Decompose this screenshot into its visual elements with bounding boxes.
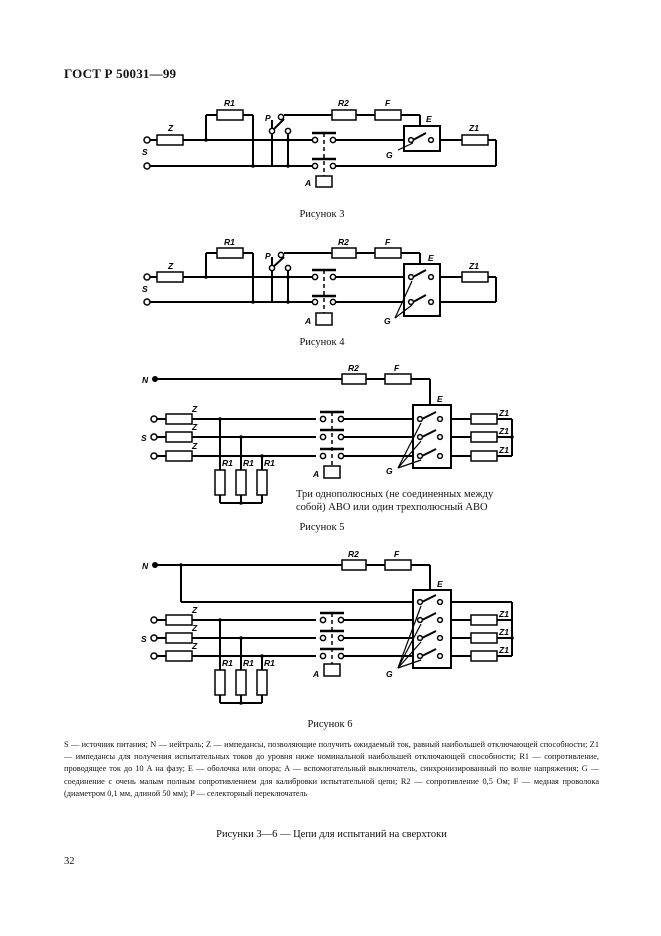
- fig3-label-s: S: [142, 147, 148, 157]
- fig3-label-z: Z: [168, 123, 174, 133]
- fig5-label-z-3: Z: [192, 441, 198, 451]
- fig4-label-f: F: [385, 237, 391, 247]
- fig5-label-n: N: [142, 375, 149, 385]
- fig4-label-p: P: [265, 251, 271, 261]
- fig3-label-p: P: [265, 113, 271, 123]
- fig4-label-r2: R2: [338, 237, 349, 247]
- figure-4-caption: Рисунок 4: [299, 337, 345, 348]
- page-number: 32: [64, 856, 75, 867]
- fig6-label-f: F: [394, 549, 400, 559]
- fig5-label-z-2: Z: [192, 422, 198, 432]
- fig6-label-z-3: Z: [192, 641, 198, 651]
- fig4-label-z: Z: [168, 261, 174, 271]
- figure-4-diagram: [0, 235, 661, 335]
- standard-header: ГОСТ Р 50031—99: [64, 66, 177, 81]
- fig5-label-r2: R2: [348, 363, 359, 373]
- fig6-label-z-2: Z: [192, 623, 198, 633]
- fig5-label-a: A: [313, 469, 320, 479]
- fig4-label-g: G: [384, 316, 391, 326]
- fig6-label-r1-1: R1: [222, 658, 233, 668]
- fig5-label-r1-3: R1: [264, 458, 275, 468]
- fig6-label-z-1: Z: [192, 605, 198, 615]
- fig5-label-g: G: [386, 466, 393, 476]
- fig5-label-z1-2: Z1: [499, 426, 509, 436]
- fig6-label-n: N: [142, 561, 149, 571]
- fig3-label-g: G: [386, 150, 393, 160]
- figure-5-diagram: [0, 365, 661, 495]
- fig6-label-s: S: [141, 634, 147, 644]
- fig6-label-g: G: [386, 669, 393, 679]
- legend-text: S — источник питания; N — нейтраль; Z — импедансы, позволяющие получить ожидаемый ток, равный наибольшей отключающей способности; Z1 — импедансы для получения испытательных токов до уровня ниже номинальной наибольшей отключающей способности; R1 — сопротивление, проводящее ток до 10 А на фазу; E — оболочка или опора; A — вспомогательный выключатель, синхронизированный по волне напряжения; G — соединение с очень малым полным сопротивлением для калибровки испытательной цепи; R2 — сопротивление 0,5 Ом; F — медная проволока (диаметром 0,1 мм, длиной 50 мм); P — селекторный переключатель: [64, 740, 599, 798]
- fig4-label-a: A: [305, 316, 312, 326]
- fig3-label-z1: Z1: [469, 123, 479, 133]
- fig5-label-z1-1: Z1: [499, 408, 509, 418]
- fig6-label-z1-2: Z1: [499, 627, 509, 637]
- figure-5-note-line1: Три однополюсных (не соединенных между: [296, 489, 494, 500]
- figure-6-diagram: [0, 550, 661, 705]
- fig4-label-r1: R1: [224, 237, 235, 247]
- figure-5-note: [296, 488, 536, 514]
- fig3-label-r1: R1: [224, 98, 235, 108]
- figure-5-note-line2: собой) АВО или один трехполюсный АВО: [296, 502, 488, 513]
- fig6-label-z1-1: Z1: [499, 609, 509, 619]
- fig5-label-e: E: [437, 394, 443, 404]
- fig6-label-r2: R2: [348, 549, 359, 559]
- fig3-label-r2: R2: [338, 98, 349, 108]
- fig5-label-f: F: [394, 363, 400, 373]
- fig4-label-s: S: [142, 284, 148, 294]
- fig4-label-e: E: [428, 253, 434, 263]
- figure-3-caption: Рисунок 3: [299, 209, 345, 220]
- fig6-label-r1-2: R1: [243, 658, 254, 668]
- fig3-label-a: A: [305, 178, 312, 188]
- fig4-label-z1: Z1: [469, 261, 479, 271]
- fig6-label-z1-3: Z1: [499, 645, 509, 655]
- figure-5-caption: Рисунок 5: [299, 522, 345, 533]
- fig3-label-f: F: [385, 98, 391, 108]
- fig5-label-r1-1: R1: [222, 458, 233, 468]
- fig5-label-r1-2: R1: [243, 458, 254, 468]
- figures-caption: Рисунки 3—6 — Цепи для испытаний на сверхтоки: [216, 829, 447, 840]
- fig5-label-z1-3: Z1: [499, 445, 509, 455]
- figure-6-caption: Рисунок 6: [307, 719, 353, 730]
- fig6-label-e: E: [437, 579, 443, 589]
- fig5-label-s: S: [141, 433, 147, 443]
- fig3-label-e: E: [426, 114, 432, 124]
- fig5-label-z-1: Z: [192, 404, 198, 414]
- fig6-label-a: A: [313, 669, 320, 679]
- fig6-label-r1-3: R1: [264, 658, 275, 668]
